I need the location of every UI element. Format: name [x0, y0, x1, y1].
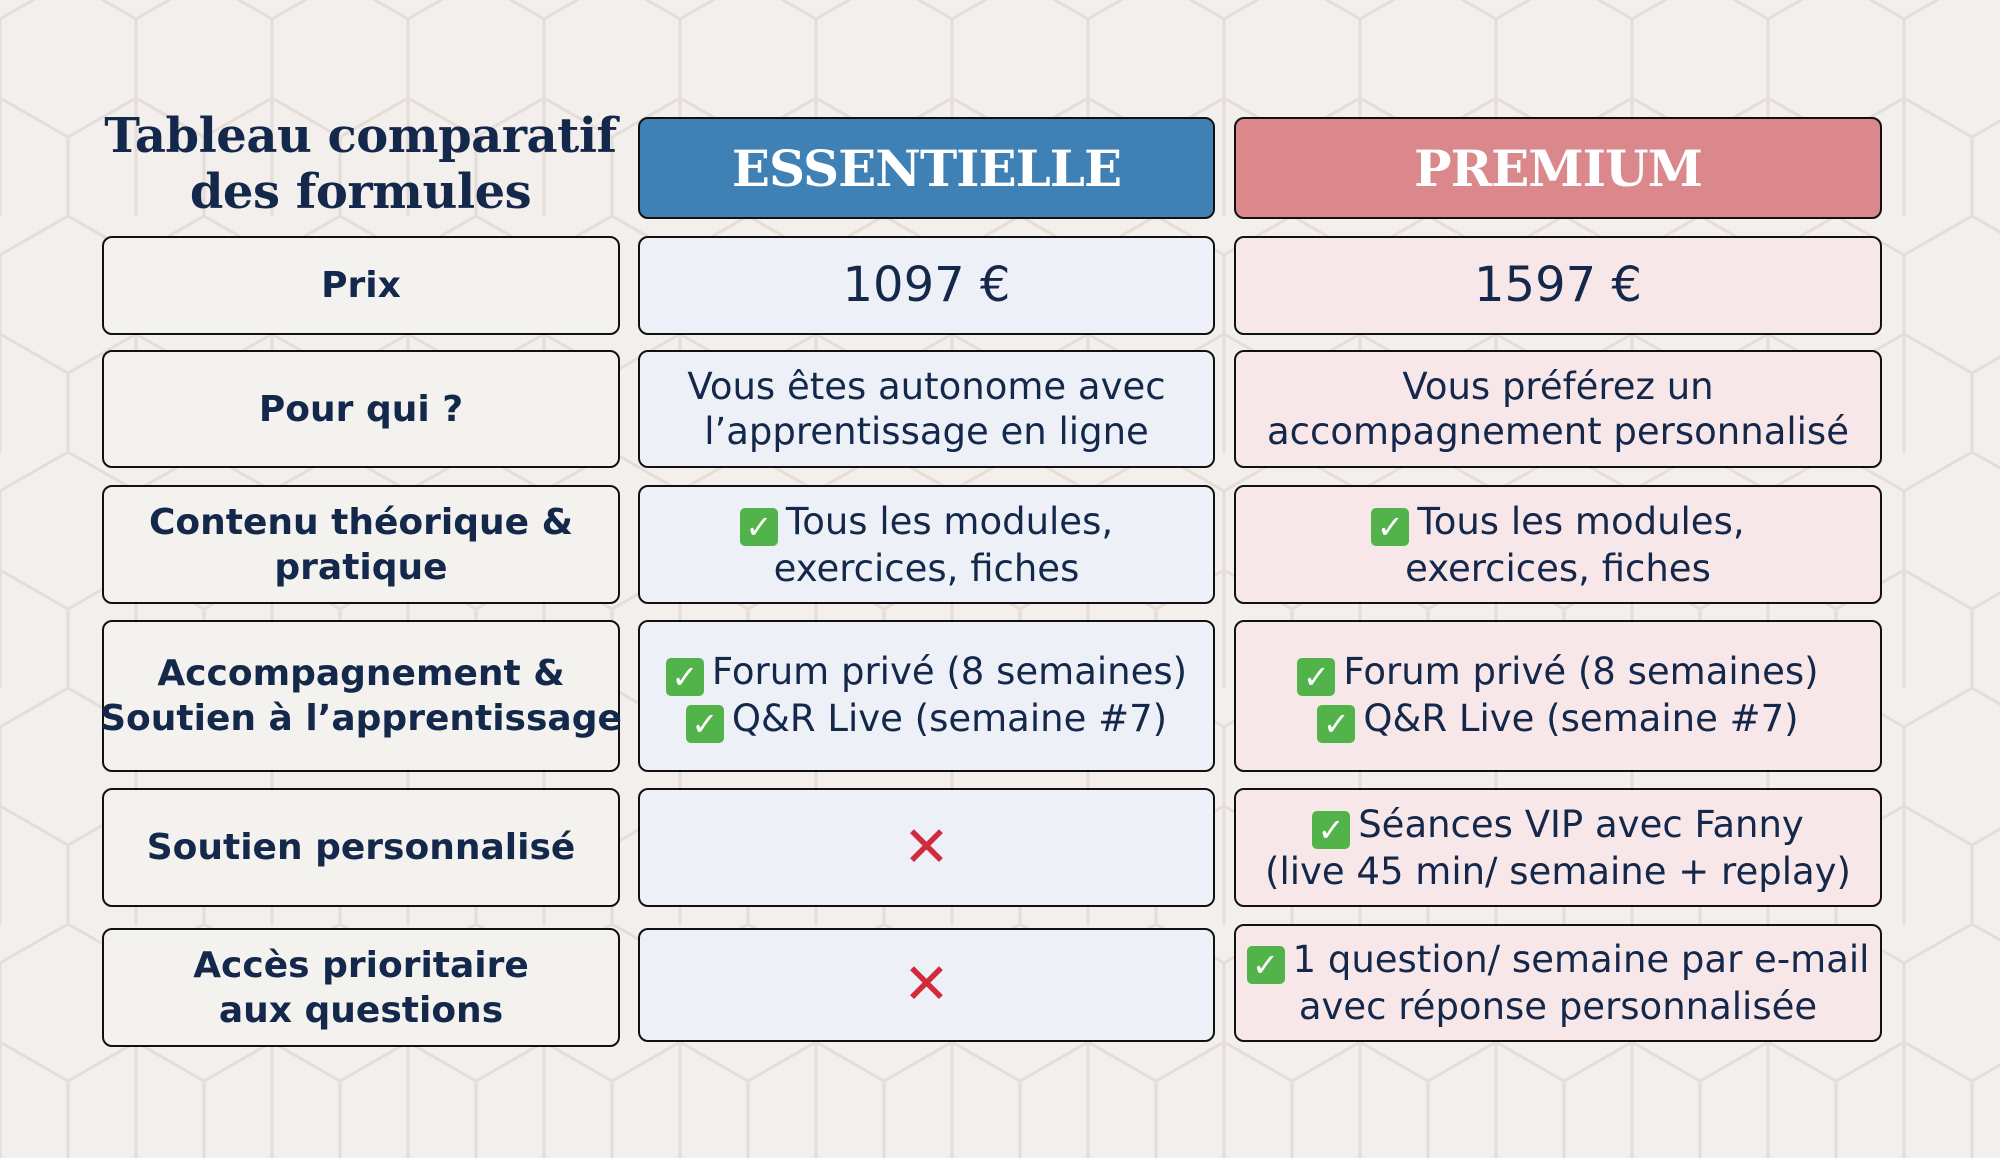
check-mark-icon: ✓ — [1312, 811, 1350, 849]
cell-line: Forum privé (8 semaines) — [1343, 650, 1819, 693]
cell-line: (live 45 min/ semaine + replay) — [1265, 849, 1851, 893]
check-mark-icon: ✓ — [686, 705, 724, 743]
cell-line: accompagnement personnalisé — [1267, 410, 1849, 453]
price-value: 1097 € — [842, 257, 1011, 313]
audience-premium — [1234, 350, 1882, 468]
price-premium — [1234, 236, 1882, 335]
price-value: 1597 € — [1474, 257, 1642, 313]
page-title — [103, 108, 618, 220]
cell-line: l’apprentissage en ligne — [704, 410, 1149, 453]
check-mark-icon: ✓ — [666, 658, 704, 696]
soutien-essentielle — [638, 788, 1215, 907]
accompagnement-essentielle — [638, 620, 1215, 772]
row-label-line: Accompagnement & — [157, 653, 565, 694]
column-header-premium: PREMIUM — [1234, 117, 1882, 219]
check-mark-icon: ✓ — [1371, 508, 1409, 546]
acces-essentielle — [638, 928, 1215, 1042]
check-mark-icon: ✓ — [1247, 946, 1285, 984]
cell-line: exercices, fiches — [1405, 546, 1711, 590]
cell-line: Vous préférez un — [1402, 365, 1714, 408]
cross-mark-icon: ✕ — [903, 814, 950, 880]
soutien-premium — [1234, 788, 1882, 907]
row-label-line: Prix — [321, 265, 401, 306]
row-label-soutien — [102, 788, 620, 907]
cell-line: Séances VIP avec Fanny — [1358, 802, 1804, 846]
row-label-pour-qui — [102, 350, 620, 468]
check-mark-icon: ✓ — [1297, 658, 1335, 696]
row-label-line: Accès prioritaire — [193, 944, 529, 986]
acces-premium — [1234, 924, 1882, 1042]
accompagnement-premium — [1234, 620, 1882, 772]
row-label-prix — [102, 236, 620, 335]
cell-line: Q&R Live (semaine #7) — [1363, 697, 1799, 740]
price-essentielle — [638, 236, 1215, 335]
row-label-contenu — [102, 485, 620, 604]
row-label-accompagnement — [102, 620, 620, 772]
cell-line: 1 question/ semaine par e-mail — [1292, 938, 1870, 981]
row-label-line: Contenu théorique & — [148, 501, 574, 543]
cell-line: Vous êtes autonome avec — [687, 365, 1166, 408]
audience-essentielle — [638, 350, 1215, 468]
row-label-line: Pour qui ? — [258, 388, 464, 430]
page-title-line-1: Tableau comparatif — [104, 108, 617, 164]
contenu-essentielle — [638, 485, 1215, 604]
row-label-line: aux questions — [218, 989, 504, 1031]
cell-line: Q&R Live (semaine #7) — [731, 697, 1168, 740]
cell-line: Tous les modules, — [1417, 499, 1745, 543]
page-title-line-2: des formules — [189, 164, 532, 220]
cell-line: Forum privé (8 semaines) — [711, 650, 1188, 693]
row-label-acces-prioritaire — [102, 928, 620, 1047]
check-mark-icon: ✓ — [740, 508, 778, 546]
row-label-line: pratique — [274, 546, 448, 588]
cell-line: avec réponse personnalisée — [1298, 985, 1818, 1028]
cell-line: Tous les modules, — [785, 499, 1114, 543]
cell-line: exercices, fiches — [773, 546, 1080, 590]
check-mark-icon: ✓ — [1317, 705, 1355, 743]
column-header-essentielle: ESSENTIELLE — [638, 117, 1215, 219]
row-label-line: Soutien à l’apprentissage — [100, 698, 622, 739]
row-label-line: Soutien personnalisé — [146, 827, 576, 868]
cross-mark-icon: ✕ — [903, 952, 950, 1017]
contenu-premium — [1234, 485, 1882, 604]
